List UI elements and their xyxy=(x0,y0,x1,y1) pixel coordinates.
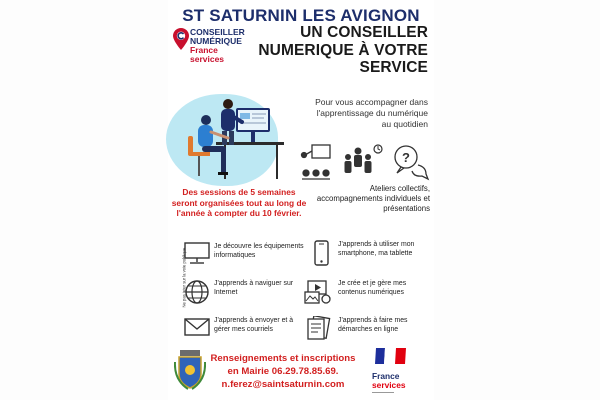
headline-line-3: SERVICE xyxy=(359,59,428,76)
logo-line-2: NUMÉRIQUE xyxy=(190,36,242,46)
ateliers-line-2: accompagnements individuels et xyxy=(316,194,430,203)
question-chat-icon xyxy=(395,146,428,179)
feature-smartphone xyxy=(308,240,426,270)
documents-icon xyxy=(304,316,334,342)
feature-online-procedures xyxy=(304,316,422,346)
feature-text: J'apprends à utiliser mon smartphone, ma tablette xyxy=(338,241,415,257)
sessions-line-1: Des sessions de 5 semaines xyxy=(182,187,296,197)
headline-line-1: UN CONSEILLER xyxy=(300,24,428,41)
contact-phone: en Mairie 06.29.78.85.69. xyxy=(227,366,339,377)
group-meeting-icon xyxy=(345,145,383,173)
feature-text: J'apprends à envoyer et à gérer mes courriels xyxy=(214,317,294,333)
sessions-notice xyxy=(168,187,310,219)
feature-email xyxy=(184,316,302,346)
monitor-icon xyxy=(184,242,210,264)
feature-equipment xyxy=(184,242,302,272)
service-icons-row xyxy=(300,143,432,181)
sessions-line-3: l'année à compter du 10 février. xyxy=(176,208,302,218)
ateliers-text xyxy=(290,184,430,214)
feature-internet xyxy=(184,279,302,309)
contact-email: n.ferez@saintsaturnin.com xyxy=(221,379,345,390)
ateliers-line-3: présentations xyxy=(383,204,430,213)
logo-line-1: CONSEILLER xyxy=(190,27,245,37)
headline-line-2: NUMERIQUE À VOTRE xyxy=(258,41,428,59)
feature-text: Je crée et je gère mes contenus numériques xyxy=(338,280,407,296)
location-pin-logo-icon xyxy=(173,28,189,50)
people-at-computer-illustration xyxy=(176,96,286,184)
smartphone-icon xyxy=(308,240,334,266)
subhead-line-3: au quotidien xyxy=(381,119,428,129)
conseiller-numerique-logo xyxy=(190,28,245,64)
feature-text: Je découvre les équipements informatiques xyxy=(214,243,304,259)
subhead-line-2: l'apprentissage du numérique xyxy=(316,108,428,118)
france-services-line-2: services xyxy=(372,379,406,390)
globe-icon xyxy=(184,279,210,305)
french-flag-icon xyxy=(372,346,412,366)
feature-text: J'apprends à naviguer sur Internet xyxy=(214,280,294,296)
feature-content xyxy=(304,279,422,309)
feature-text: J'apprends à faire mes démarches en ligne xyxy=(338,317,408,333)
envelope-icon xyxy=(184,316,210,338)
france-services-logo xyxy=(372,346,412,396)
media-icon xyxy=(304,279,334,305)
litter-notice: Ne pas jeter sur la voie publique. xyxy=(181,246,187,308)
contact-info xyxy=(208,352,358,391)
subheading xyxy=(300,97,428,130)
subhead-line-1: Pour vous accompagner dans xyxy=(315,97,428,107)
town-title: ST SATURNIN LES AVIGNON xyxy=(182,6,420,25)
logo-divider xyxy=(372,392,394,393)
france-services-line-1: France xyxy=(372,371,400,381)
logo-line-3: France xyxy=(190,45,218,55)
presentation-icon xyxy=(302,145,331,179)
contact-line-1: Renseignements et inscriptions xyxy=(210,353,356,364)
ateliers-line-1: Ateliers collectifs, xyxy=(369,184,430,193)
logo-line-4: services xyxy=(190,54,225,64)
headline xyxy=(252,24,428,77)
svg-text:?: ? xyxy=(402,150,410,165)
sessions-line-2: seront organisées tout au long de xyxy=(171,197,307,208)
poster xyxy=(168,0,434,400)
town-crest xyxy=(174,350,206,390)
